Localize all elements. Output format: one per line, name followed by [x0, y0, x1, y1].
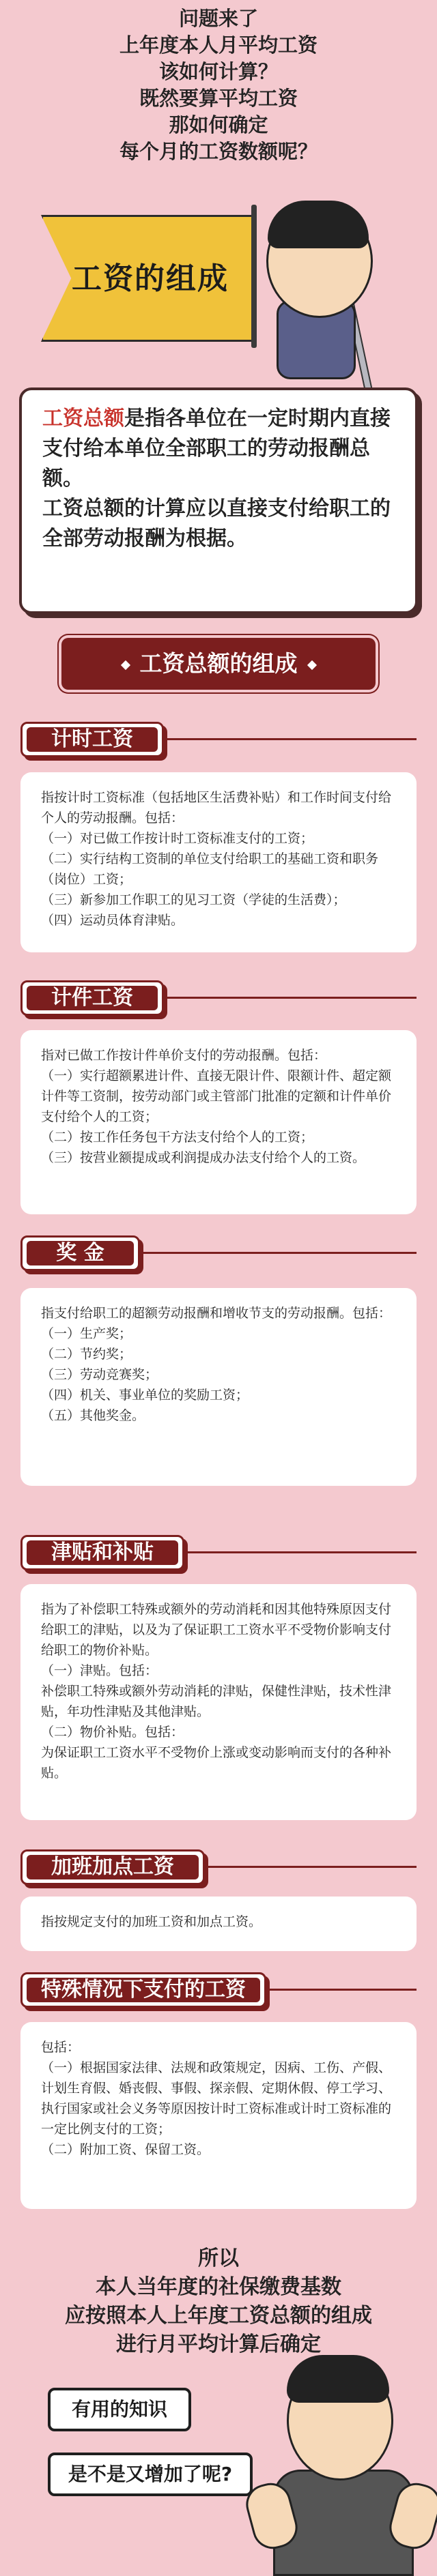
- definition-box: [19, 387, 418, 614]
- definition-highlight: 工资总额: [42, 407, 124, 430]
- card-line: 指对已做工作按计件单价支付的劳动报酬。包括：: [41, 1048, 327, 1063]
- card-line: 指按计时工资标准（包括地区生活费补贴）和工作时间支付给个人的劳动报酬。包括：: [41, 790, 392, 825]
- section-tag-special-wage: [20, 1972, 266, 2008]
- section-tag-label: 奖 金: [27, 1241, 134, 1265]
- main-title: 工资总额的组成: [139, 650, 298, 677]
- card-line: 包括：: [41, 2040, 81, 2055]
- card-line: （一）对已做工作按计时工资标准支付的工资；: [41, 831, 314, 846]
- card-line: （二）按工作任务包干方法支付给个人的工资；: [41, 1130, 314, 1145]
- card-line: （二）物价补贴。包括：: [41, 1725, 184, 1740]
- bubble-increase: 是不是又增加了呢?: [48, 2453, 253, 2496]
- intro-line: 既然要算平均工资: [139, 87, 298, 110]
- card-line: （一）生产奖；: [41, 1326, 132, 1341]
- card-line: 指按规定支付的加班工资和加点工资。: [41, 1914, 262, 1929]
- section-tag-allowance: [20, 1535, 184, 1570]
- card-line: （四）机关、事业单位的奖励工资；: [41, 1388, 249, 1403]
- section-tag-label: 计件工资: [27, 986, 158, 1010]
- section-card-piece-wage: [20, 1030, 417, 1214]
- intro-line: 该如何计算？: [158, 60, 278, 83]
- intro-text: [0, 5, 437, 165]
- section-card-overtime: [20, 1897, 417, 1951]
- card-line: （一）实行超额累进计件、直接无限计件、限额计件、超定额计件等工资制，按劳动部门或主管部门批准的定额和计件单价支付给个人的工资；: [41, 1068, 392, 1124]
- conclusion-line: 应按照本人上年度工资总额的组成: [65, 2304, 372, 2328]
- card-line: 指支付给职工的超额劳动报酬和增收节支的劳动报酬。包括：: [41, 1306, 392, 1321]
- section-card-hourly-wage: [20, 772, 417, 952]
- conclusion-line: 所以: [198, 2246, 239, 2270]
- bubble-useful-knowledge: 有用的知识: [48, 2388, 191, 2431]
- section-card-bonus: [20, 1288, 417, 1486]
- intro-line: 那如何确定: [169, 113, 268, 136]
- conclusion-line: 进行月平均计算后确定: [116, 2332, 321, 2356]
- character-hair: [268, 201, 369, 248]
- diamond-icon: [120, 660, 130, 670]
- section-tag-label: 计时工资: [27, 727, 158, 752]
- card-line: （三）按营业额提成或利润提成办法支付给个人的工资。: [41, 1150, 366, 1165]
- flag-title: 工资的组成: [72, 261, 229, 296]
- character-hair: [287, 2355, 389, 2403]
- intro-line: 问题来了: [178, 7, 258, 30]
- main-title-banner: [61, 638, 376, 690]
- diamond-icon: [307, 660, 316, 670]
- definition-text: 是指各单位在一定时期内直接支付给本单位全部职工的劳动报酬总额。: [42, 407, 391, 491]
- card-line: （二）实行结构工资制的单位支付给职工的基础工资和职务（岗位）工资；: [41, 851, 379, 887]
- section-tag-label: 特殊情况下支付的工资: [27, 1978, 260, 2002]
- definition-text-2: 工资总额的计算应以直接支付给职工的全部劳动报酬为根据。: [42, 497, 391, 551]
- card-line: 为保证职工工资水平不受物价上涨或变动影响而支付的各种补贴。: [41, 1745, 392, 1781]
- section-tag-bonus: [20, 1235, 140, 1271]
- card-line: 补偿职工特殊或额外劳动消耗的津贴，保健性津贴，技术性津贴，年功性津贴及其他津贴。: [41, 1684, 392, 1719]
- card-line: （四）运动员体育津贴。: [41, 913, 184, 928]
- section-tag-piece-wage: [20, 980, 164, 1016]
- intro-line: 每个月的工资数额呢？: [119, 140, 318, 163]
- section-tag-hourly-wage: [20, 722, 164, 757]
- section-tag-label: 津贴和补贴: [27, 1540, 178, 1565]
- intro-line: 上年度本人月平均工资: [119, 33, 318, 57]
- card-line: （三）新参加工作职工的见习工资（学徒的生活费）；: [41, 892, 346, 907]
- card-line: 指为了补偿职工特殊或额外的劳动消耗和因其他特殊原因支付给职工的津贴，以及为了保证职工工资水平不受物价影响支付给职工的物价补贴。: [41, 1602, 392, 1658]
- section-card-allowance: [20, 1584, 417, 1820]
- card-line: （二）节约奖；: [41, 1347, 132, 1362]
- card-line: （二）附加工资、保留工资。: [41, 2142, 210, 2157]
- card-line: （一）根据国家法律、法规和政策规定，因病、工伤、产假、计划生育假、婚丧假、事假、探亲假、定期休假、停工学习、执行国家或社会义务等原因按计时工资标准或计时工资标准的一定比例支付的工资；: [41, 2060, 392, 2137]
- card-line: （三）劳动竞赛奖；: [41, 1367, 158, 1382]
- conclusion-text: [0, 2244, 437, 2359]
- card-line: （五）其他奖金。: [41, 1408, 145, 1423]
- flag-pole: [251, 205, 257, 348]
- section-card-special-wage: [20, 2022, 417, 2209]
- conclusion-line: 本人当年度的社保缴费基数: [96, 2275, 341, 2299]
- section-tag-overtime: [20, 1849, 205, 1885]
- section-tag-label: 加班加点工资: [27, 1855, 199, 1879]
- card-line: （一）津贴。包括：: [41, 1663, 158, 1678]
